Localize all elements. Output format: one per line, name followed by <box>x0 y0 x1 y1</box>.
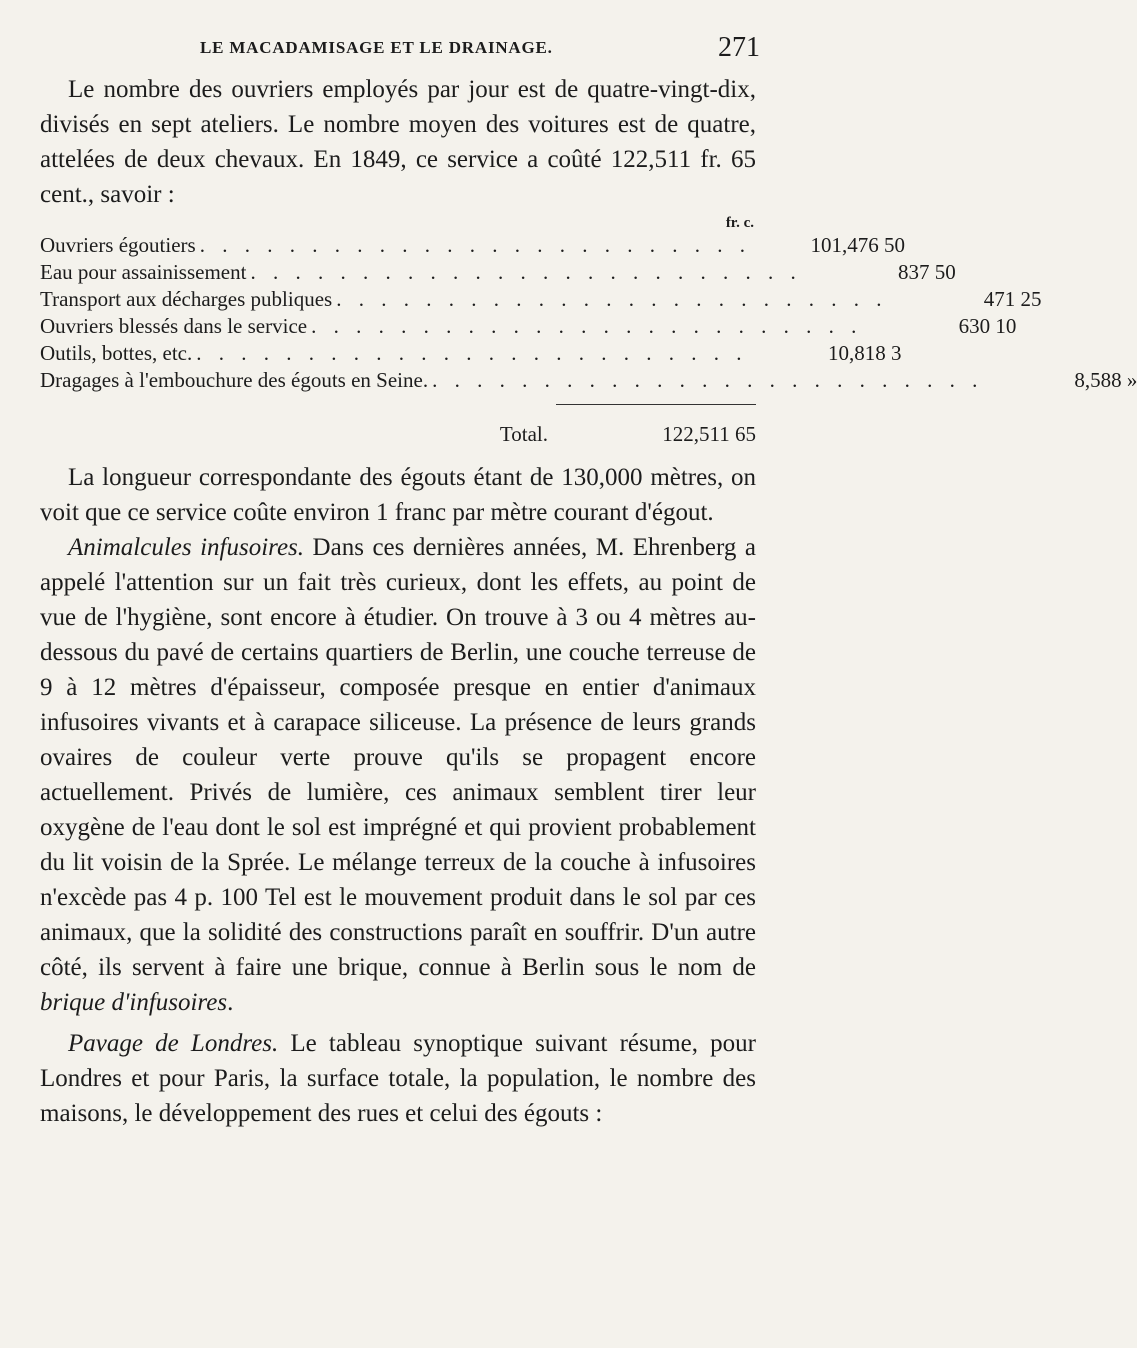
ledger-row-amount: 837 50 <box>897 260 956 284</box>
paragraph-london-paving <box>40 1026 756 1131</box>
ledger-row <box>40 232 905 259</box>
paragraph-infusoria-text: Dans ces dernières années, M. Ehrenberg a appelé l'attention sur un fait très curieux, dont les effets, au point de vue de l'hygiène, sont encore à étudier. On trouve à 3 ou 4 mètres au-dessous du pavé de certains quartiers de Berlin, une couche terreuse de 9 à 12 mètres d'épaisseur, composée presque en entier d'animaux infusoires vivants et à carapace siliceuse. La présence de leurs grands ovaires de couleur verte prouve qu'ils se propagent encore actuellement. Privés de lumière, ces animaux semblent tirer leur oxygène de l'eau dont le sol est imprégné et qui provient probablement du lit voisin de la Sprée. Le mélange terreux de la couche à infusoires n'excède pas 4 p. 100 Tel est le mouvement produit dans le sol par ces animaux, que la solidité des constructions paraît en souffrir. D'un autre côté, ils servent à faire une brique, connue à Berlin sous le nom de <box>40 534 757 981</box>
ledger-dot-leader: . . . . . . . . . . . . . . . . . . . . . . . . . <box>199 233 751 257</box>
ledger-dot-leader: . . . . . . . . . . . . . . . . . . . . . . . . . <box>336 287 888 311</box>
ledger-row <box>40 340 902 367</box>
ledger-row-label: Ouvriers blessés dans le service <box>40 314 308 338</box>
paragraph-cost-intro: Le nombre des ouvriers employés par jour est de quatre-vingt-dix, divisés en sept ateliers. Le nombre moyen des voitures est de quatre, attelées de deux chevaux. En 1849, ce service a coûté 122,511 fr. 65 cent., savoir : <box>40 76 756 208</box>
total-rule <box>40 404 756 405</box>
ledger-row-amount: 10,818 3 <box>827 341 902 365</box>
paragraph-infusoria <box>40 530 756 1020</box>
ledger-row <box>40 367 1137 394</box>
ledger-total-row <box>40 419 756 448</box>
ledger-total-label: Total. <box>499 422 548 446</box>
ledger-row-label: Eau pour assainissement <box>40 260 247 284</box>
ledger-row-amount: 101,476 50 <box>810 233 905 257</box>
paragraph-london-text: Le tableau synoptique suivant résume, pour Londres et pour Paris, la surface totale, la population, le nombre des maisons, le développement des rues et celui des égouts : <box>40 1030 757 1127</box>
page-number: 271 <box>718 32 760 63</box>
ledger-unit-header: fr. c. <box>725 215 754 231</box>
page-header <box>40 32 760 68</box>
ledger-dot-leader: . . . . . . . . . . . . . . . . . . . . . . . . . <box>311 314 863 338</box>
ledger-row <box>40 286 1042 313</box>
ledger-row-amount: 471 25 <box>983 287 1042 311</box>
ledger-dot-leader: . . . . . . . . . . . . . . . . . . . . . . . . . <box>432 368 984 392</box>
ledger-row-label: Ouvriers égoutiers <box>40 233 196 257</box>
ledger-row-label: Outils, bottes, etc. <box>40 341 193 365</box>
ledger-row <box>40 313 1017 340</box>
ledger-row-amount: 630 10 <box>958 314 1017 338</box>
term-brique-infusoires: brique d'infusoires <box>40 989 228 1016</box>
ledger-dot-leader: . . . . . . . . . . . . . . . . . . . . . . . . . <box>196 341 748 365</box>
ledger-dot-leader: . . . . . . . . . . . . . . . . . . . . . . . . . <box>250 260 802 284</box>
ledger-total-amount: 122,511 65 <box>662 422 756 446</box>
ledger-row <box>40 259 956 286</box>
section-lead-london: Pavage de Londres. <box>68 1030 279 1057</box>
section-lead-infusoria: Animalcules infusoires. <box>68 534 305 561</box>
ledger-row-amount: 8,588 » <box>1074 368 1137 392</box>
paragraph-infusoria-end: . <box>227 989 234 1016</box>
ledger-row-label: Transport aux décharges publiques <box>40 287 333 311</box>
ledger-row-label: Dragages à l'embouchure des égouts en Seine. <box>40 368 429 392</box>
expense-ledger <box>40 214 1137 448</box>
running-title: LE MACADAMISAGE ET LE DRAINAGE. <box>200 38 553 57</box>
page-body <box>40 72 1137 1131</box>
paragraph-sewer-length: La longueur correspondante des égouts étant de 130,000 mètres, on voit que ce service coûte environ 1 franc par mètre courant d'égout. <box>40 464 756 526</box>
